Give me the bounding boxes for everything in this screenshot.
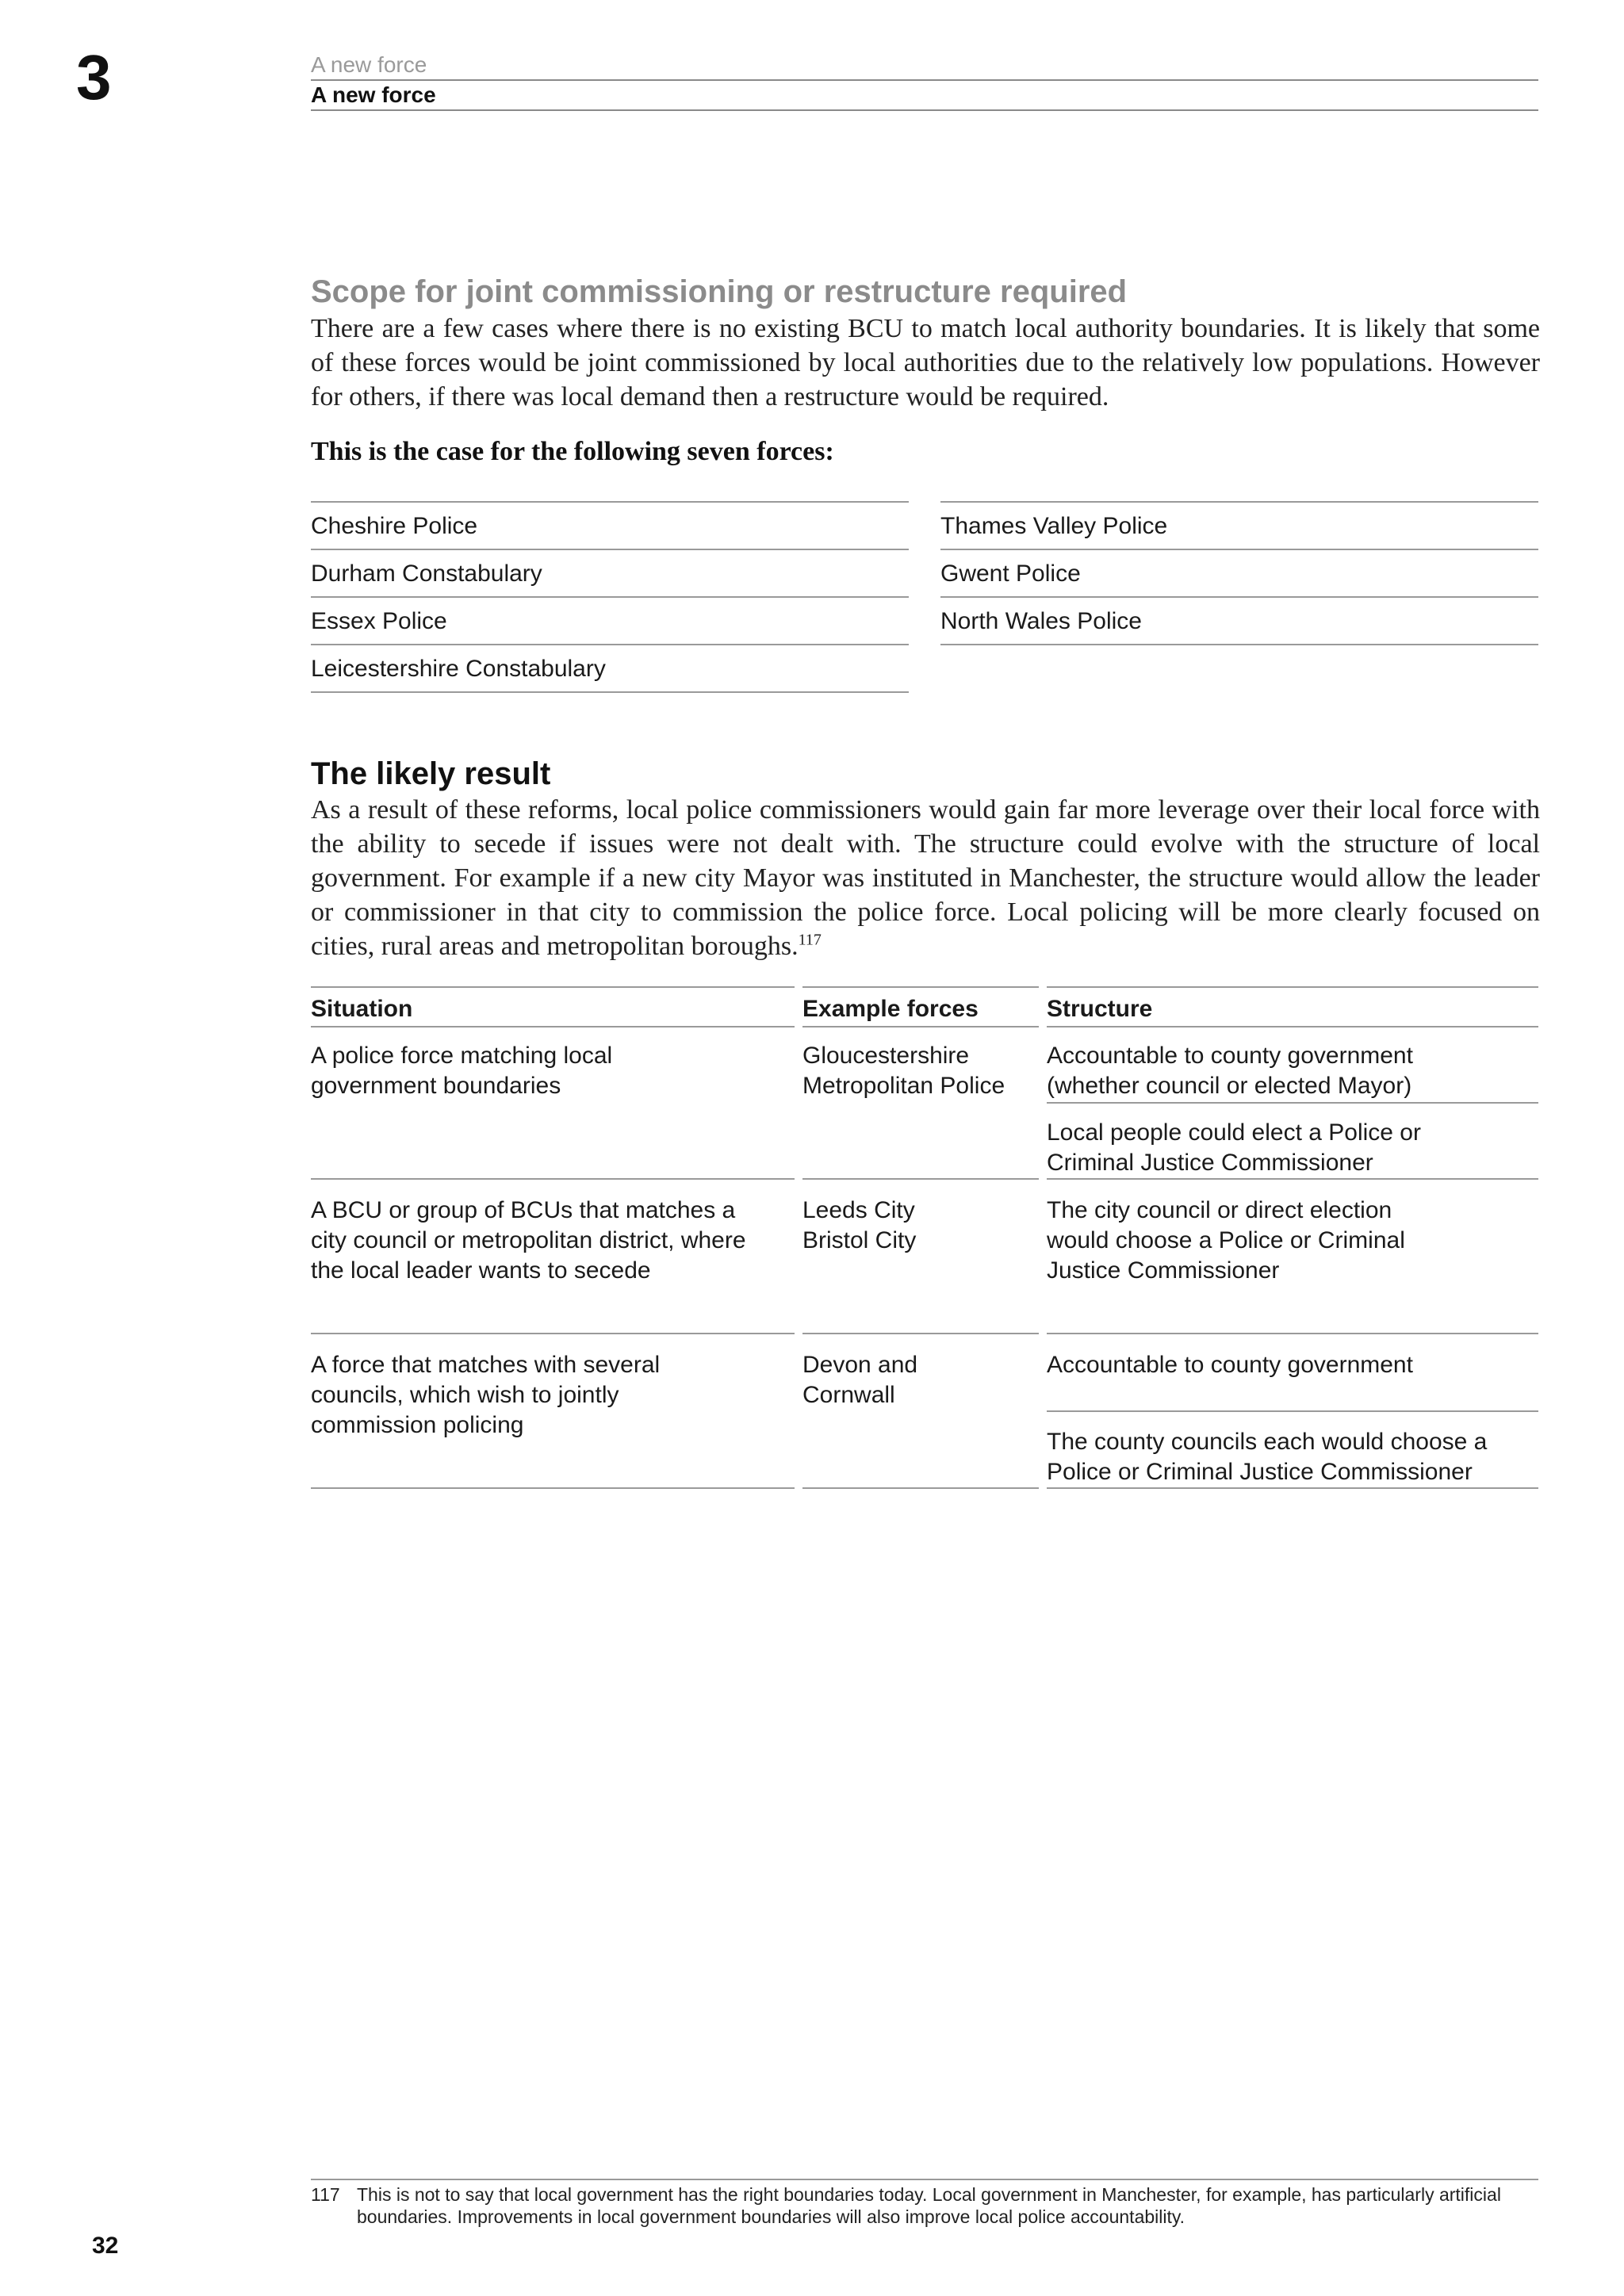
row-divider [802, 1178, 1039, 1180]
row-divider [1047, 1410, 1538, 1412]
forces-list-left [311, 501, 909, 693]
page-number: 32 [92, 2233, 119, 2259]
footnote-number: 117 [311, 2184, 340, 2205]
list-item: Durham Constabulary [311, 550, 909, 598]
footnote-text: This is not to say that local government has the right boundaries today. Local government in Manchester, for example, has particularly artificial boundaries. Improvements in local government boundaries will also improve local police accountability. [357, 2184, 1501, 2227]
table-cell-structure: The city council or direct election would choose a Police or Criminal Justice Commissioner [1047, 1197, 1405, 1284]
table-cell-structure: Accountable to county government (whether council or elected Mayor) [1047, 1043, 1413, 1099]
table-cell-situation: A BCU or group of BCUs that matches a city council or metropolitan district, where the local leader wants to secede [311, 1197, 746, 1284]
table-cell-examples: Gloucestershire Metropolitan Police [802, 1043, 1005, 1099]
row-divider [1047, 1487, 1538, 1489]
table-cell-structure: Local people could elect a Police or Criminal Justice Commissioner [1047, 1119, 1421, 1176]
running-header-label: A new force [311, 51, 1538, 81]
result-paragraph-text: As a result of these reforms, local police commissioners would gain far more leverage over their local force with the ability to secede if issues were not dealt with. The structure could evolve with the structure of local government. For example if a new city Mayor was instituted in Manchester, the structure would allow the leader or commissioner in that city to commission the police force. Local policing will be more clearly focused on cities, rural areas and metropolitan boroughs. [311, 795, 1540, 961]
table-header-situation: Situation [311, 986, 795, 1027]
row-divider [311, 1333, 795, 1334]
list-item: North Wales Police [940, 598, 1538, 645]
row-divider [1047, 1102, 1538, 1104]
list-item: Leicestershire Constabulary [311, 645, 909, 693]
list-item: Cheshire Police [311, 503, 909, 550]
table-cell-structure: Accountable to county government [1047, 1352, 1413, 1378]
table-header-examples: Example forces [802, 986, 1039, 1027]
row-divider [1047, 1178, 1538, 1180]
table-cell-examples: Leeds City Bristol City [802, 1197, 917, 1253]
chapter-number: 3 [76, 42, 112, 113]
row-divider [802, 1333, 1039, 1334]
forces-list-right [940, 501, 1538, 645]
result-heading: The likely result [311, 756, 551, 791]
list-item: Gwent Police [940, 550, 1538, 598]
running-header-title: A new force [311, 81, 1538, 111]
scope-heading: Scope for joint commissioning or restructure required [311, 274, 1128, 309]
table-header-structure: Structure [1047, 986, 1538, 1027]
list-item: Thames Valley Police [940, 503, 1538, 550]
row-divider [311, 1487, 795, 1489]
footnote-ref: 117 [798, 931, 822, 949]
footnote-rule [311, 2179, 1538, 2180]
result-paragraph [311, 793, 1540, 963]
table-cell-examples: Devon and Cornwall [802, 1352, 918, 1408]
table-cell-situation: A police force matching local government boundaries [311, 1043, 613, 1099]
table-cell-structure: The county councils each would choose a Police or Criminal Justice Commissioner [1047, 1429, 1488, 1485]
table-cell-situation: A force that matches with several councils, which wish to jointly commission policing [311, 1352, 661, 1438]
row-divider [1047, 1333, 1538, 1334]
row-divider [311, 1178, 795, 1180]
row-divider [802, 1487, 1039, 1489]
scope-paragraph: There are a few cases where there is no existing BCU to match local authority boundaries. It is likely that some of these forces would be joint commissioned by local authorities due to the relatively low populations. However for others, if there was local demand then a restructure would be required. [311, 314, 1540, 411]
forces-lead: This is the case for the following seven forces: [311, 437, 834, 466]
footnote [311, 2183, 1540, 2231]
list-item: Essex Police [311, 598, 909, 645]
